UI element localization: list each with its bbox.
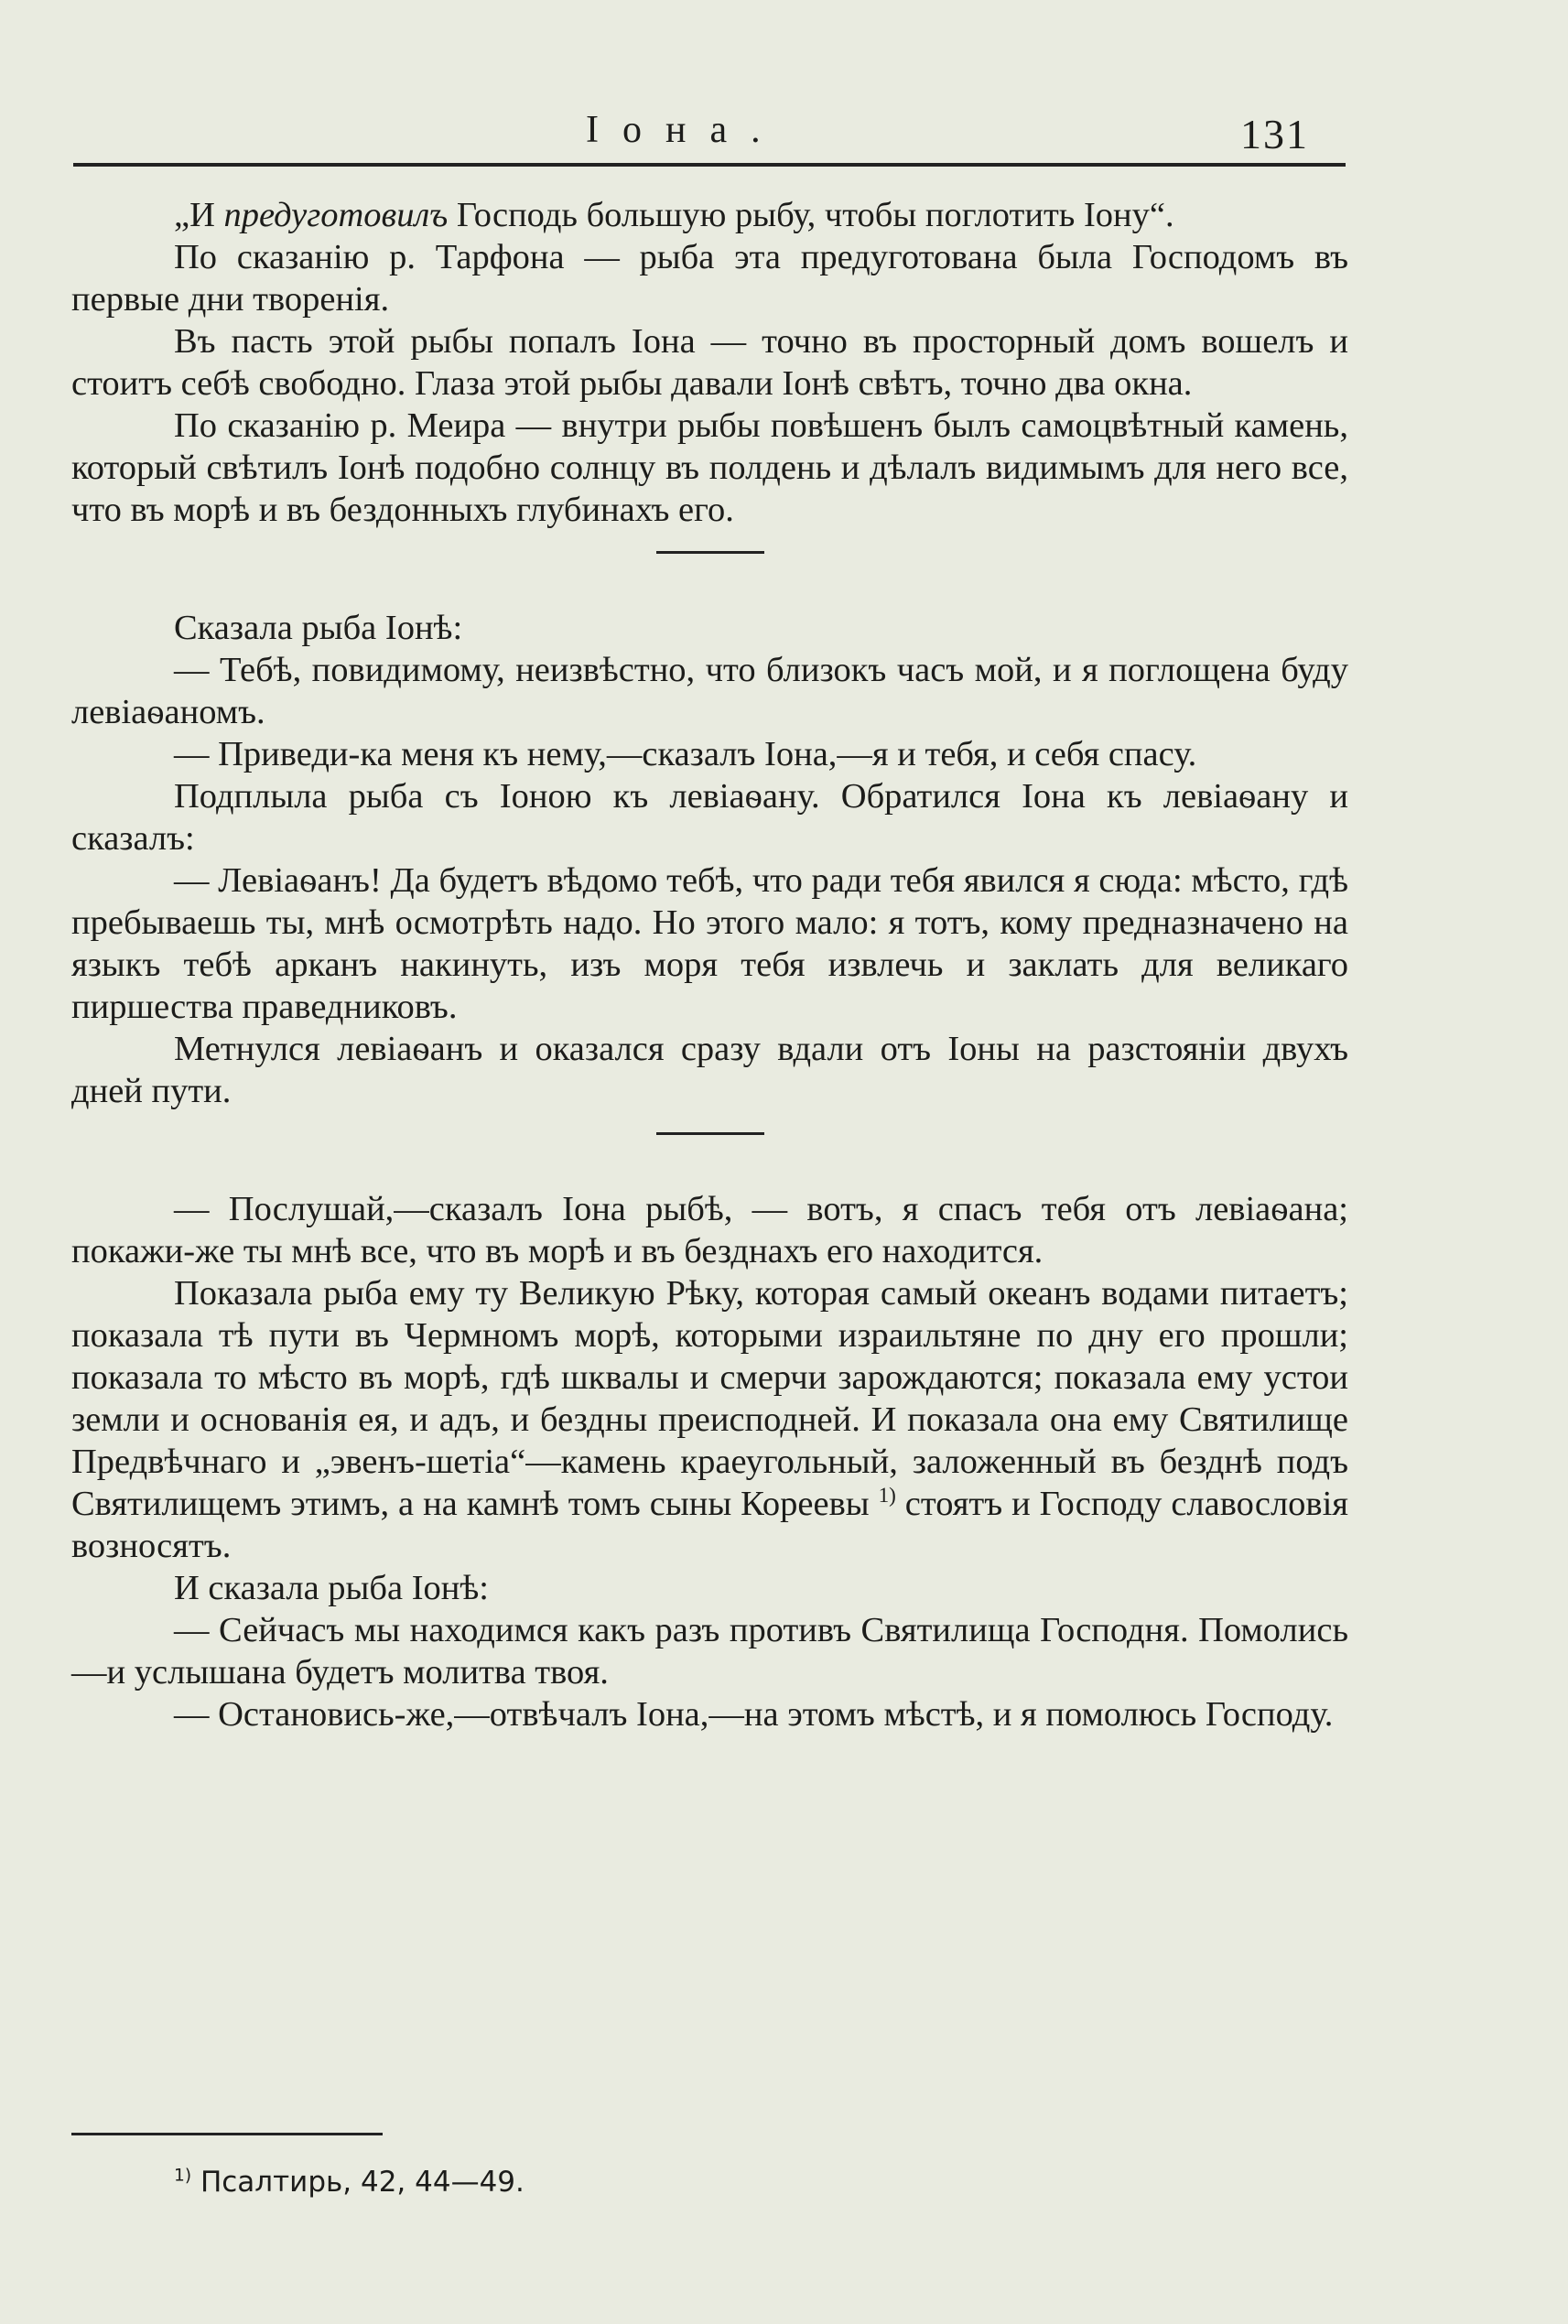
- header-rule: [73, 163, 1346, 167]
- paragraph: Показала рыба ему ту Великую Рѣку, которая самый океанъ водами питаетъ; показала тѣ пути въ Чермномъ морѣ, которыми израильтяне по дну его прошли; показала то мѣсто въ морѣ, гдѣ шквалы и смерчи зарождаются; показала ему устои земли и основанія ея, и адъ, и бездны преисподней. И показала она ему Святилище Предвѣчнаго и „эвенъ-шетіа“—камень краеугольный, заложенный въ безднѣ подъ Святилищемъ этимъ, а на камнѣ томъ сыны Кореевы $^{1)}$ стоятъ и Господу славословія возносятъ.: [71, 1274, 1348, 1565]
- paragraph: По сказанію р. Тарфона — рыба эта предуготована была Господомъ въ первые дни творенія.: [71, 238, 1348, 319]
- page-header: [73, 108, 1346, 163]
- paragraph: Сказала рыба Іонѣ:: [174, 609, 463, 647]
- footnote-rule: [71, 2133, 383, 2135]
- paragraph: — Приведи-ка меня къ нему,—сказалъ Іона,—я и тебя, и себя спасу.: [174, 735, 1197, 773]
- paragraph: „И предуготовилъ Господь большую рыбу, чтобы поглотить Іону“.: [174, 196, 1174, 234]
- page-number: 131: [1240, 111, 1309, 157]
- paragraph: — Сейчасъ мы находимся какъ разъ противъ Святилища Господня. Помолись—и услышана будетъ молитва твоя.: [71, 1611, 1348, 1692]
- paragraph: — Левіаѳанъ! Да будетъ вѣдомо тебѣ, что ради тебя явился я сюда: мѣсто, гдѣ пребываешь ты, мнѣ осмотрѣть надо. Но этого мало: я тотъ, кому предназначено на языкъ тебѣ арканъ накинуть, изъ моря тебя извлечь и заклать для великаго пиршества праведниковъ.: [71, 861, 1348, 1026]
- footnote-text: Псалтирь, 42, 44—49.: [191, 2166, 524, 2199]
- paragraph: Въ пасть этой рыбы попалъ Іона — точно въ просторный домъ вошелъ и стоитъ себѣ свободно. Глаза этой рыбы давали Іонѣ свѣтъ, точно два окна.: [71, 322, 1348, 403]
- footnote-mark: 1): [174, 2166, 192, 2186]
- footnote-marker: 1): [878, 1483, 896, 1508]
- section-divider: [656, 551, 764, 554]
- paragraph: По сказанію р. Меира — внутри рыбы повѣшенъ былъ самоцвѣтный камень, который свѣтилъ Іонѣ подобно солнцу въ полдень и дѣлалъ видимымъ для него все, что въ морѣ и въ бездонныхъ глубинахъ его.: [71, 406, 1348, 529]
- paragraph: — Тебѣ, повидимому, неизвѣстно, что близокъ часъ мой, и я поглощена буду левіаѳаномъ.: [71, 651, 1348, 731]
- body-text: [71, 194, 1348, 1735]
- paragraph: — Послушай,—сказалъ Іона рыбѣ, — вотъ, я спасъ тебя отъ левіаѳана; покажи-же ты мнѣ все, что въ морѣ и въ безднахъ его находится.: [71, 1190, 1348, 1270]
- paragraph: Подплыла рыба съ Іоною къ левіаѳану. Обратился Іона къ левіаѳану и сказалъ:: [71, 777, 1348, 858]
- paragraph: И сказала рыба Іонѣ:: [174, 1569, 489, 1607]
- paragraph: — Остановись-же,—отвѣчалъ Іона,—на этомъ мѣстѣ, и я помолюсь Господу.: [174, 1695, 1334, 1734]
- running-title: Іона.: [586, 109, 784, 151]
- paragraph: Метнулся левіаѳанъ и оказался сразу вдали отъ Іоны на разстояніи двухъ дней пути.: [71, 1030, 1348, 1110]
- section-divider: [656, 1132, 764, 1135]
- footnote: [174, 2166, 524, 2199]
- emphasis: предуготовилъ: [223, 196, 449, 234]
